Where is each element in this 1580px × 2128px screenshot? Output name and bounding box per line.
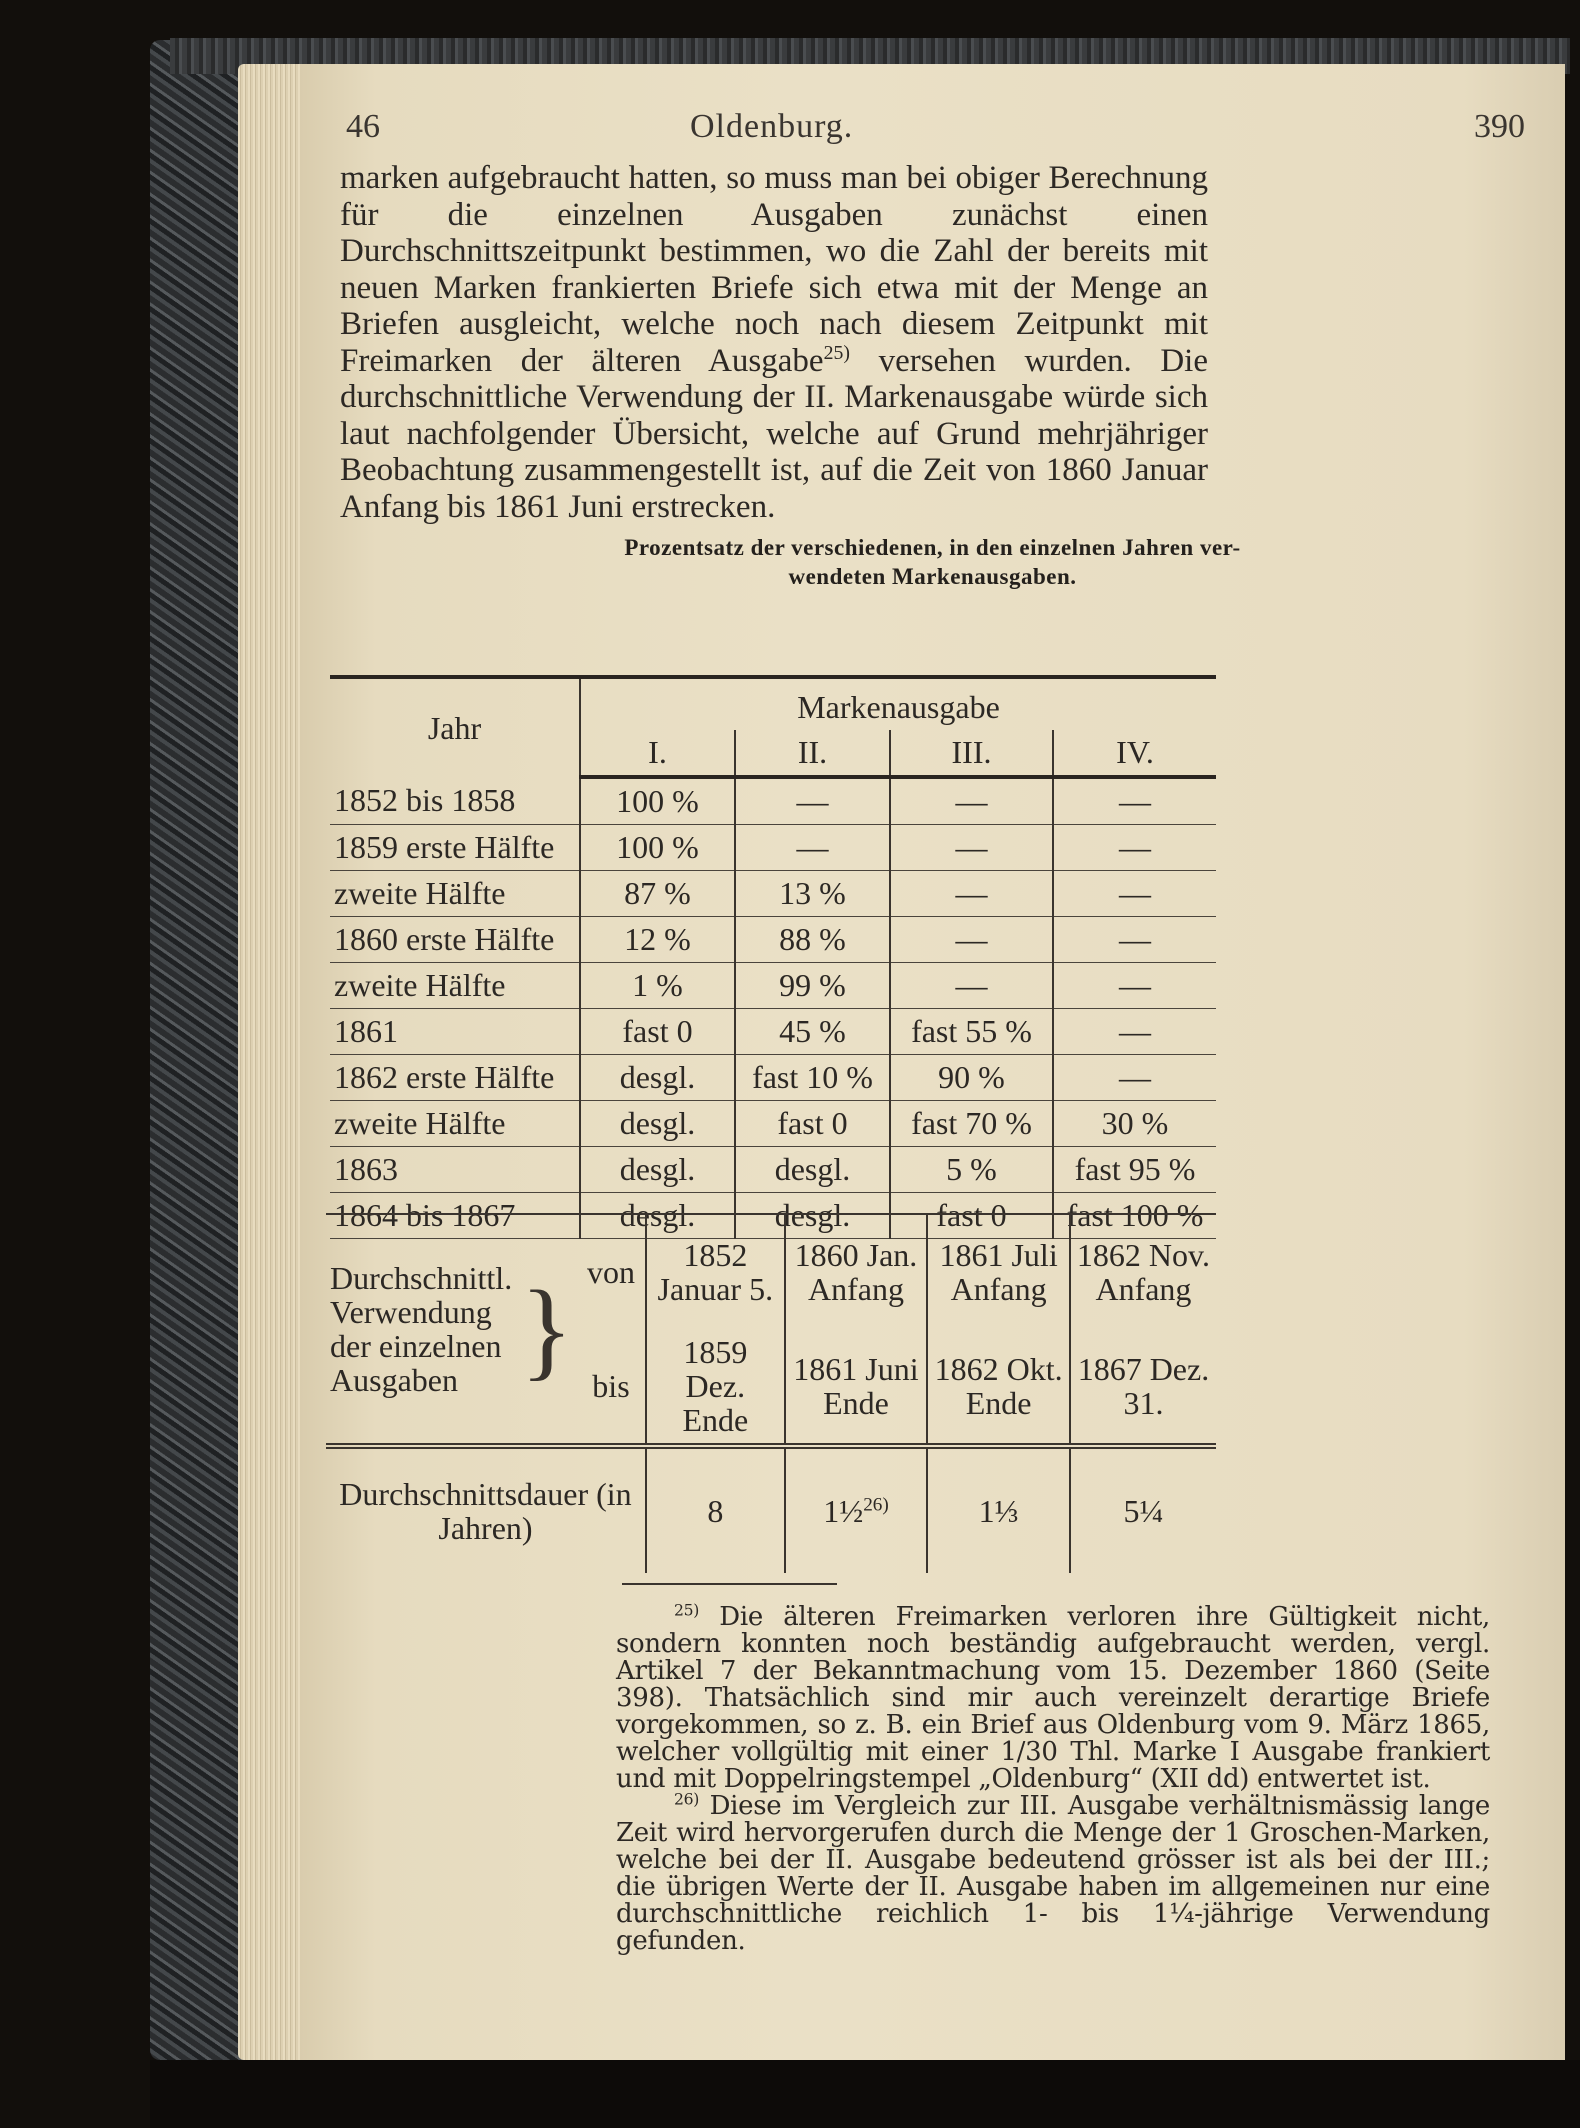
row-year: 1859 erste Hälfte (330, 825, 580, 871)
cell-value: desgl. (735, 1193, 890, 1239)
header-running-title: Oldenburg. (690, 108, 854, 145)
footnote-25-text: Die älteren Freimarken verloren ihre Gültigkeit nicht, sondern konnten noch beständig aufgebraucht werden, vergl. Artikel 7 der Bekanntmachung vom 15. Dezember 1860 (Seite 398). Thatsächlich sind mir auch vereinzelt derartige Briefe vorgekommen, so z. B. ein Brief aus Oldenburg vom 9. März 1865, welcher vollgültig mit einer 1/30 Thl. Marke I Ausgabe frankiert und mit Doppelringstempel „Oldenburg“ (XII dd) entwertet ist. (616, 1602, 1490, 1794)
von-value: 1860 Jan. Anfang (785, 1214, 928, 1329)
col-header-3: III. (890, 730, 1053, 777)
footnotes (616, 1601, 1491, 1956)
row-year: 1852 bis 1858 (330, 777, 580, 825)
duration-value: 1½ (823, 1493, 864, 1529)
caption-line-2: wendeten Markenausgaben. (788, 564, 1077, 589)
col-header-1: I. (580, 730, 735, 777)
table-row (330, 1009, 1216, 1055)
row-year: zweite Hälfte (330, 963, 580, 1009)
cell-value: — (1053, 825, 1216, 871)
table-row (330, 777, 1216, 825)
row-year: 1860 erste Hälfte (330, 917, 580, 963)
table-caption (300, 533, 1565, 591)
cell-value: — (1053, 917, 1216, 963)
cell-value: fast 10 % (735, 1055, 890, 1101)
cell-value: — (1053, 871, 1216, 917)
table-row (330, 963, 1216, 1009)
von-value: 1852 Januar 5. (646, 1214, 785, 1329)
body-paragraph (340, 160, 1208, 525)
footnote-mark-25: 25) (674, 1601, 700, 1620)
label-bis: bis (577, 1329, 646, 1446)
usage-label: Durchschnittl. Verwendung der einzelnen Ausgaben (326, 1214, 516, 1446)
footnote-mark-26: 26) (674, 1790, 700, 1809)
cell-value: — (890, 777, 1053, 825)
cell-value: 12 % (580, 917, 735, 963)
row-year: 1862 erste Hälfte (330, 1055, 580, 1101)
cell-value: 87 % (580, 871, 735, 917)
cell-value: fast 100 % (1053, 1193, 1216, 1239)
cell-value: — (890, 963, 1053, 1009)
row-year: 1864 bis 1867 (330, 1193, 580, 1239)
footnote-25 (616, 1601, 1490, 1794)
footnote-ref-25: 25) (823, 341, 850, 364)
col-header-jahr: Jahr (330, 677, 580, 777)
col-header-4: IV. (1053, 730, 1216, 777)
bis-value: 1861 Juni Ende (785, 1329, 928, 1446)
table-row (330, 871, 1216, 917)
cell-value: — (735, 777, 890, 825)
cell-value: fast 70 % (890, 1101, 1053, 1147)
cell-value: — (890, 825, 1053, 871)
von-value: 1862 Nov. Anfang (1070, 1214, 1216, 1329)
duration-value-with-ref (785, 1446, 928, 1573)
bis-value: 1867 Dez. 31. (1077, 1351, 1210, 1421)
cell-value: desgl. (580, 1101, 735, 1147)
duration-value: 1⅓ (927, 1446, 1070, 1573)
cell-value: fast 0 (580, 1009, 735, 1055)
cell-value: fast 95 % (1053, 1147, 1216, 1193)
duration-value: 5¼ (1070, 1446, 1216, 1573)
cell-value: desgl. (735, 1147, 890, 1193)
cell-value: 100 % (580, 825, 735, 871)
cell-value: fast 0 (735, 1101, 890, 1147)
table-row (330, 825, 1216, 871)
col-header-2: II. (735, 730, 890, 777)
cell-value: 88 % (735, 917, 890, 963)
row-year: zweite Hälfte (330, 871, 580, 917)
cell-value: — (1053, 1055, 1216, 1101)
table-row (330, 1101, 1216, 1147)
table-row (330, 1055, 1216, 1101)
cell-value: — (1053, 1009, 1216, 1055)
footnote-26-text: Diese im Vergleich zur III. Ausgabe verhältnismässig lange Zeit wird hervorgerufen durch die Menge der 1 Groschen-Marken, welche bei der II. Ausgabe bedeutend grösser ist als bei der III.; die übrigen Werte der II. Ausgabe haben im allgemeinen nur eine durchschnittliche reichlich 1- bis 1¼-jährige Verwendung gefunden. (616, 1791, 1491, 1956)
cell-value: desgl. (580, 1147, 735, 1193)
cell-value: desgl. (580, 1055, 735, 1101)
cell-value: — (1053, 963, 1216, 1009)
header-folio: 390 (1474, 108, 1525, 145)
header-page-number: 46 (346, 108, 380, 145)
footnote-rule (622, 1583, 837, 1585)
row-duration (326, 1446, 1216, 1573)
cell-value: — (890, 871, 1053, 917)
bis-value: 1859 Dez. Ende (646, 1329, 785, 1446)
brace-glyph: } (516, 1214, 577, 1446)
cell-value: fast 0 (890, 1193, 1053, 1239)
footnote-26 (616, 1790, 1491, 1956)
cell-value: fast 55 % (890, 1009, 1053, 1055)
row-year: zweite Hälfte (330, 1101, 580, 1147)
cell-value: 90 % (890, 1055, 1053, 1101)
duration-label: Durchschnittsdauer (in Jahren) (326, 1446, 646, 1573)
cell-value: desgl. (580, 1193, 735, 1239)
dark-background (150, 2060, 1580, 2128)
cell-value: 100 % (580, 777, 735, 825)
table-row (330, 1147, 1216, 1193)
percentage-table (330, 675, 1216, 1239)
duration-value: 8 (646, 1446, 785, 1573)
cell-value: — (735, 825, 890, 871)
von-value: 1861 Juli Anfang (927, 1214, 1070, 1329)
cell-value: 45 % (735, 1009, 890, 1055)
cell-value: — (890, 917, 1053, 963)
caption-line-1: Prozentsatz der verschiedenen, in den einzelnen Jahren ver- (624, 535, 1241, 560)
body-text-part-1: marken aufgebraucht hatten, so muss man bei obiger Berechnung für die einzelnen Ausgaben zunächst einen Durchschnittszeitpunkt bestimmen, wo die Zahl der bereits mit neuen Marken frankierten Briefe sich etwa mit der Menge an Briefen ausgleicht, welche noch nach diesem Zeitpunkt mit Freimarken der älteren Ausgabe (340, 160, 1208, 379)
cell-value: 99 % (735, 963, 890, 1009)
row-year: 1861 (330, 1009, 580, 1055)
row-von (326, 1214, 1216, 1329)
label-von: von (577, 1214, 646, 1329)
cell-value: 5 % (890, 1147, 1053, 1193)
cell-value: — (1053, 777, 1216, 825)
usage-period-table (326, 1213, 1216, 1573)
table-row (330, 917, 1216, 963)
cell-value: 30 % (1053, 1101, 1216, 1147)
bis-value: 1862 Okt. Ende (927, 1329, 1070, 1446)
cell-value: 13 % (735, 871, 890, 917)
footnote-ref-26: 26) (863, 1494, 889, 1516)
body-text-part-2: versehen wurden. Die durchschnittliche Verwendung der II. Markenausgabe würde sich laut nachfolgender Übersicht, welche auf Grund mehrjähriger Beobachtung zusammengestellt ist, auf die Zeit von 1860 Januar Anfang bis 1861 Juni erstrecken. (340, 342, 1208, 525)
row-year: 1863 (330, 1147, 580, 1193)
col-header-markenausgabe: Markenausgabe (580, 677, 1216, 730)
cell-value: 1 % (580, 963, 735, 1009)
